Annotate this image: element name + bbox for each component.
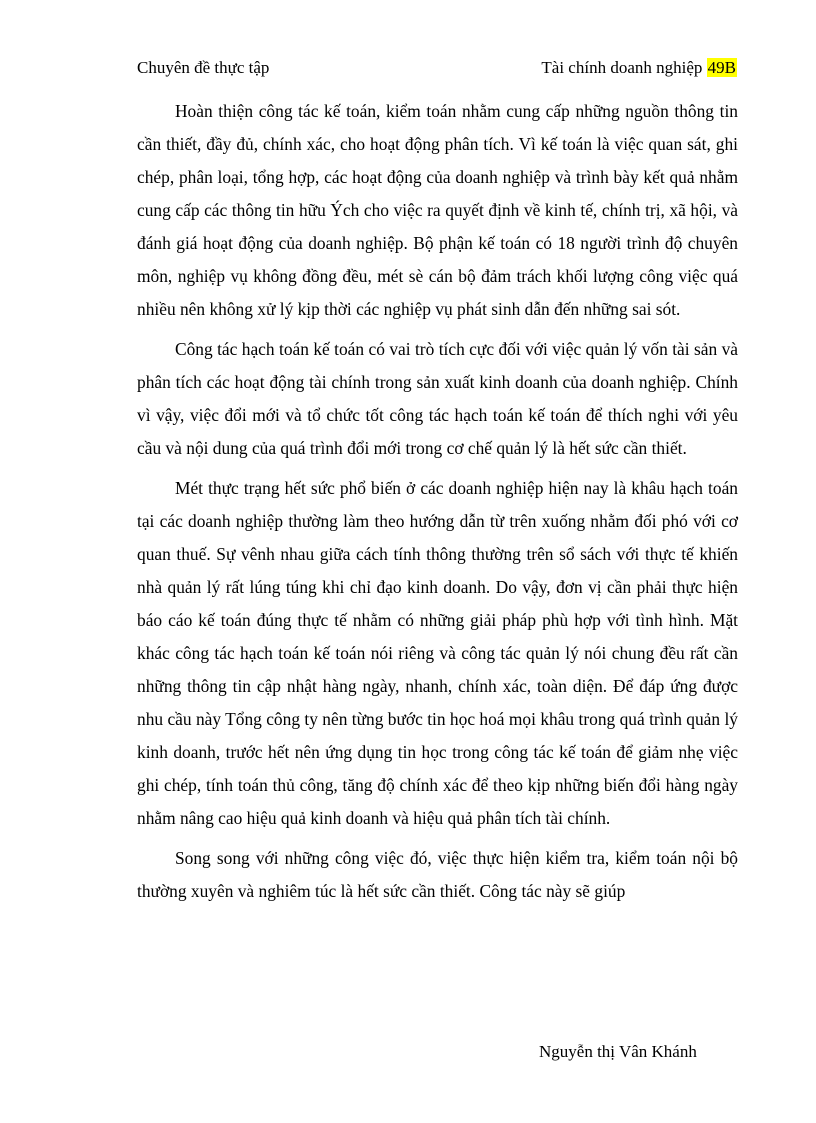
document-body — [137, 95, 738, 915]
page-header — [137, 58, 737, 82]
footer-author: Nguyễn thị Vân Khánh — [539, 1042, 697, 1061]
header-subject: Tài chính doanh nghiệp — [541, 58, 707, 77]
paragraph-1: Hoàn thiện công tác kế toán, kiểm toán nhằm cung cấp những nguồn thông tin cần thiết, đầy đủ, chính xác, cho hoạt động phân tích. Vì kế toán là việc quan sát, ghi chép, phân loại, tổng hợp, các hoạt động của doanh nghiệp và trình bày kết quả nhằm cung cấp các thông tin hữu Ých cho việc ra quyết định về kinh tế, chính trị, xã hội, và đánh giá hoạt động của doanh nghiệp. Bộ phận kế toán có 18 người trình độ chuyên môn, nghiệp vụ không đồng đều, mét sè cán bộ đảm trách khối lượng công việc quá nhiều nên không xử lý kịp thời các nghiệp vụ phát sinh dẫn đến những sai sót. — [137, 101, 738, 319]
header-class-highlight: 49B — [707, 58, 736, 77]
paragraph-2: Công tác hạch toán kế toán có vai trò tích cực đối với việc quản lý vốn tài sản và phân tích các hoạt động tài chính trong sản xuất kinh doanh của doanh nghiệp. Chính vì vậy, việc đổi mới và tổ chức tốt công tác hạch toán kế toán để thích nghi với yêu cầu và nội dung của quá trình đổi mới trong cơ chế quản lý là hết sức cần thiết. — [137, 339, 738, 458]
header-title-right — [541, 58, 737, 78]
header-title-left: Chuyên đề thực tập — [137, 58, 270, 77]
paragraph-3: Mét thực trạng hết sức phổ biến ở các doanh nghiệp hiện nay là khâu hạch toán tại các doanh nghiệp thường làm theo hướng dẫn từ trên xuống nhằm đối phó với cơ quan thuế. Sự vênh nhau giữa cách tính thông thường trên sổ sách với thực tế khiến nhà quản lý rất lúng túng khi chỉ đạo kinh doanh. Do vậy, đơn vị cần phải thực hiện báo cáo kế toán đúng thực tế nhằm có những giải pháp phù hợp với tình hình. Mặt khác công tác hạch toán kế toán nói riêng và công tác quản lý nói chung đều rất cần những thông tin cập nhật hàng ngày, nhanh, chính xác, toàn diện. Để đáp ứng được nhu cầu này Tổng công ty nên từng bước tin học hoá mọi khâu trong quá trình quản lý kinh doanh, trước hết nên ứng dụng tin học trong công tác kế toán để giảm nhẹ việc ghi chép, tính toán thủ công, tăng độ chính xác để theo kịp những biến đổi hàng ngày nhằm nâng cao hiệu quả kinh doanh và hiệu quả phân tích tài chính. — [137, 478, 738, 828]
paragraph-4: Song song với những công việc đó, việc thực hiện kiểm tra, kiểm toán nội bộ thường xuyên và nghiêm túc là hết sức cần thiết. Công tác này sẽ giúp — [137, 848, 738, 901]
